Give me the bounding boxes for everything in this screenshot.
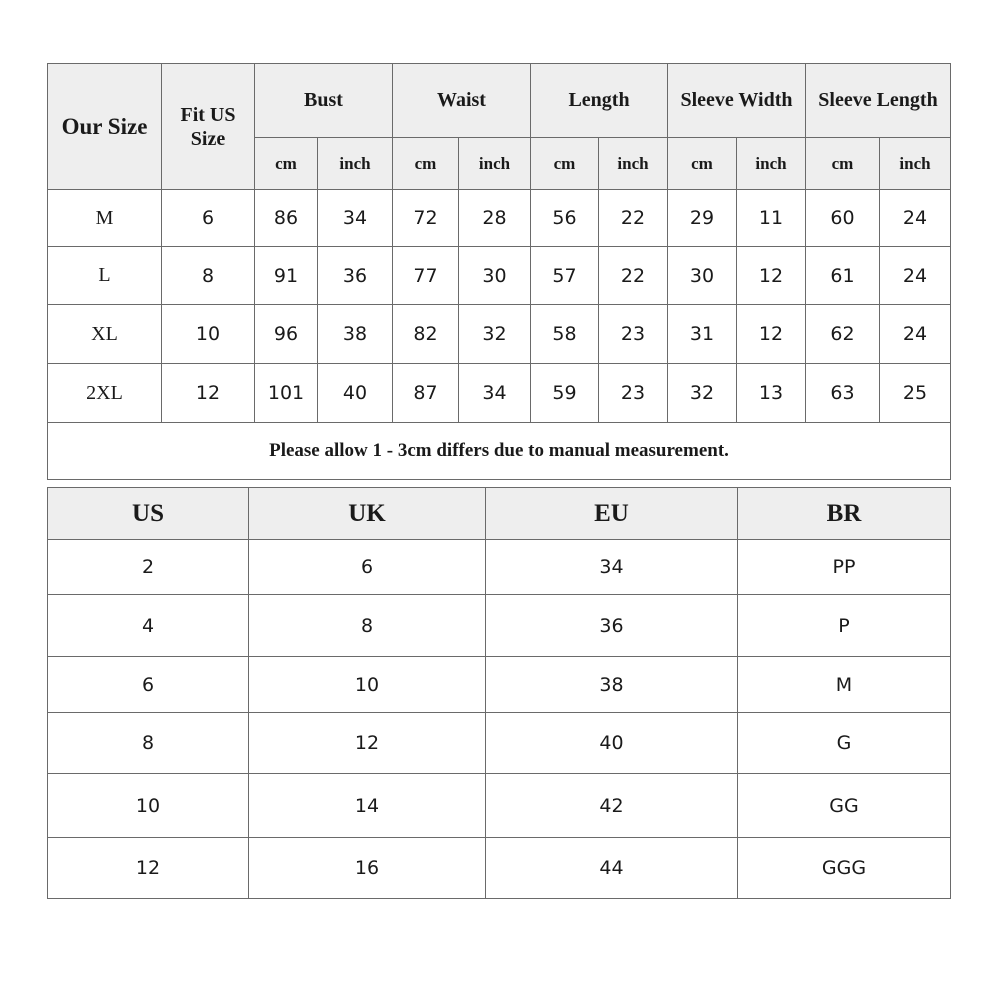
- table-cell: PP: [738, 540, 951, 595]
- unit-header: inch: [599, 138, 668, 190]
- unit-header: cm: [806, 138, 880, 190]
- table-cell: 61: [806, 247, 880, 305]
- table-cell: 13: [737, 364, 806, 423]
- fit-us-size-header-text: Fit US Size: [180, 103, 236, 150]
- table-cell: 22: [599, 247, 668, 305]
- table-cell: 12: [249, 713, 486, 774]
- table-cell: 86: [255, 190, 318, 247]
- sleeve-width-header: Sleeve Width: [668, 64, 806, 138]
- unit-header: cm: [393, 138, 459, 190]
- table-cell: 42: [486, 774, 738, 838]
- length-header: Length: [531, 64, 668, 138]
- fit-us-value: 8: [162, 247, 255, 305]
- table-cell: 29: [668, 190, 737, 247]
- table-cell: 12: [737, 247, 806, 305]
- note-row: [48, 423, 951, 480]
- table-cell: 2: [48, 540, 249, 595]
- table-cell: 56: [531, 190, 599, 247]
- fit-us-value: 12: [162, 364, 255, 423]
- table-cell: 57: [531, 247, 599, 305]
- size-conversion-table: [47, 487, 951, 899]
- unit-header: cm: [255, 138, 318, 190]
- table-cell: 36: [318, 247, 393, 305]
- table-cell: 6: [48, 657, 249, 713]
- table-cell: 87: [393, 364, 459, 423]
- table-cell: 58: [531, 305, 599, 364]
- table-cell: 23: [599, 364, 668, 423]
- table-cell: 96: [255, 305, 318, 364]
- our-size-header: Our Size: [48, 64, 162, 190]
- table-cell: 34: [459, 364, 531, 423]
- table-cell: 38: [318, 305, 393, 364]
- table-cell: 40: [318, 364, 393, 423]
- table-cell: 12: [737, 305, 806, 364]
- table-cell: 25: [880, 364, 951, 423]
- br-header: BR: [738, 488, 951, 540]
- table-cell: 38: [486, 657, 738, 713]
- table-cell: 24: [880, 247, 951, 305]
- table-cell: 72: [393, 190, 459, 247]
- table-row: [48, 305, 951, 364]
- table-cell: 91: [255, 247, 318, 305]
- measurement-note: Please allow 1 - 3cm differs due to manual measurement.: [48, 423, 951, 480]
- table-cell: 40: [486, 713, 738, 774]
- table-cell: 77: [393, 247, 459, 305]
- us-header: US: [48, 488, 249, 540]
- table-row: [48, 774, 951, 838]
- fit-us-value: 6: [162, 190, 255, 247]
- table-cell: 31: [668, 305, 737, 364]
- table-cell: 6: [249, 540, 486, 595]
- table-cell: 4: [48, 595, 249, 657]
- table-cell: 11: [737, 190, 806, 247]
- table-cell: 60: [806, 190, 880, 247]
- unit-header: inch: [459, 138, 531, 190]
- table-cell: 32: [459, 305, 531, 364]
- size-label: L: [48, 247, 162, 305]
- table-cell: 22: [599, 190, 668, 247]
- table-row: [48, 657, 951, 713]
- table-row: [48, 190, 951, 247]
- table-row: [48, 540, 951, 595]
- table-row: [48, 364, 951, 423]
- table-cell: 82: [393, 305, 459, 364]
- table-cell: 101: [255, 364, 318, 423]
- unit-header: inch: [737, 138, 806, 190]
- size-label: XL: [48, 305, 162, 364]
- table-cell: 34: [318, 190, 393, 247]
- table-cell: 24: [880, 305, 951, 364]
- table-row: [48, 713, 951, 774]
- table-cell: G: [738, 713, 951, 774]
- table-cell: 16: [249, 838, 486, 899]
- eu-header: EU: [486, 488, 738, 540]
- table-cell: 63: [806, 364, 880, 423]
- table-cell: 34: [486, 540, 738, 595]
- table-cell: 59: [531, 364, 599, 423]
- table-cell: 30: [459, 247, 531, 305]
- sleeve-length-header: Sleeve Length: [806, 64, 951, 138]
- size-measurement-table: [47, 63, 951, 480]
- unit-header: inch: [318, 138, 393, 190]
- table-cell: 62: [806, 305, 880, 364]
- size-label: 2XL: [48, 364, 162, 423]
- table-cell: 28: [459, 190, 531, 247]
- table-cell: GG: [738, 774, 951, 838]
- table-cell: 8: [249, 595, 486, 657]
- fit-us-size-header: [162, 64, 255, 190]
- waist-header: Waist: [393, 64, 531, 138]
- size-label: M: [48, 190, 162, 247]
- bust-header: Bust: [255, 64, 393, 138]
- table-cell: 24: [880, 190, 951, 247]
- table-cell: 8: [48, 713, 249, 774]
- table-row: [48, 595, 951, 657]
- table-row: [48, 838, 951, 899]
- table-cell: P: [738, 595, 951, 657]
- unit-header: cm: [531, 138, 599, 190]
- table-cell: 30: [668, 247, 737, 305]
- conversion-header-row: [48, 488, 951, 540]
- table-cell: GGG: [738, 838, 951, 899]
- table-cell: 10: [48, 774, 249, 838]
- table-cell: M: [738, 657, 951, 713]
- table-cell: 32: [668, 364, 737, 423]
- table-cell: 36: [486, 595, 738, 657]
- table-cell: 12: [48, 838, 249, 899]
- table-cell: 44: [486, 838, 738, 899]
- table-cell: 10: [249, 657, 486, 713]
- table-cell: 23: [599, 305, 668, 364]
- header-row-groups: [48, 64, 951, 138]
- table-cell: 14: [249, 774, 486, 838]
- unit-header: inch: [880, 138, 951, 190]
- unit-header: cm: [668, 138, 737, 190]
- uk-header: UK: [249, 488, 486, 540]
- fit-us-value: 10: [162, 305, 255, 364]
- table-row: [48, 247, 951, 305]
